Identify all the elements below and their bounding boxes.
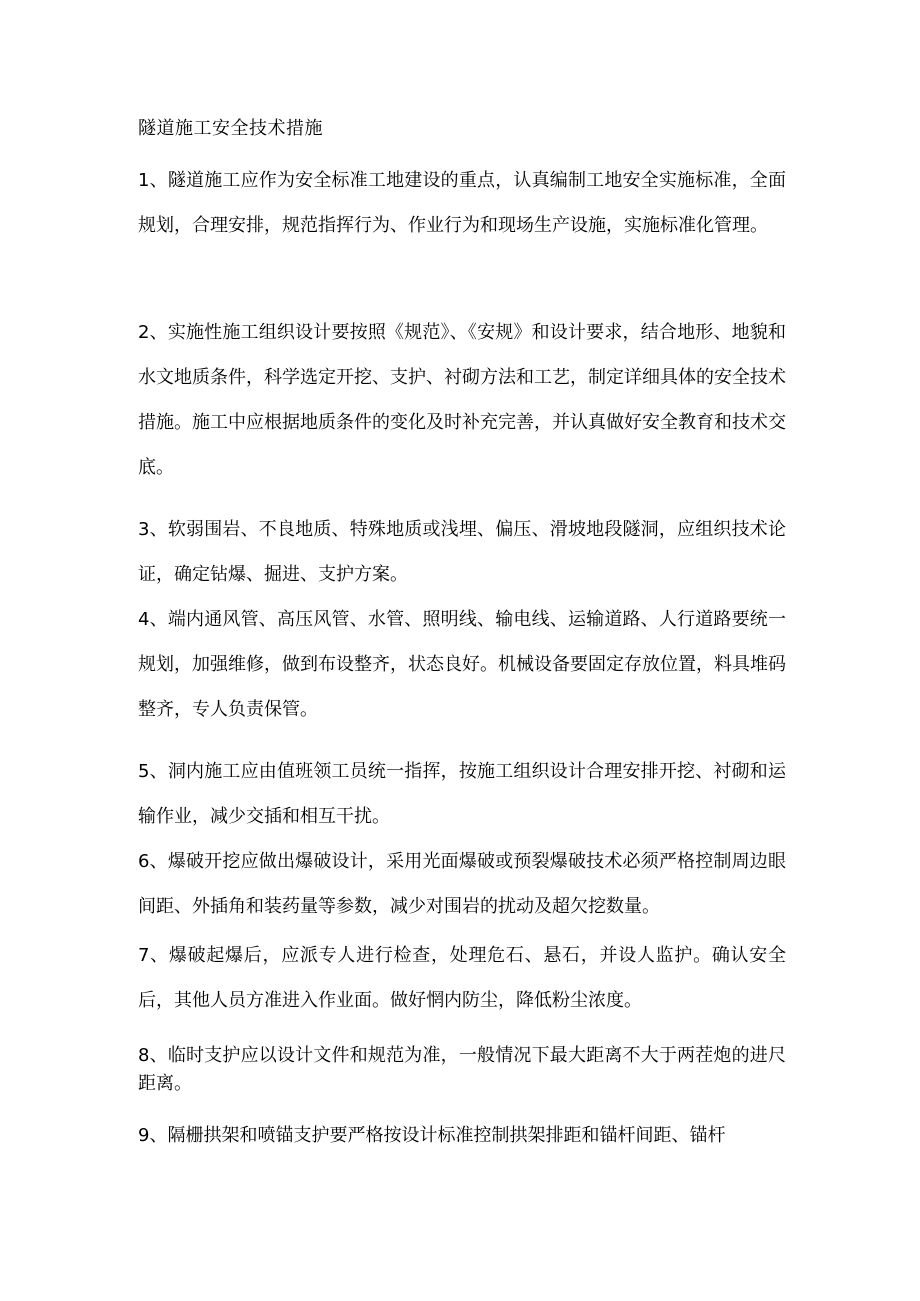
paragraph-4: 4、端内通风管、高压风管、水管、照明线、输电线、运输道路、人行道路要统一规划，加强维修，做到布设整齐，状态良好。机械设备要固定存放位置，料具堆码整齐，专人负责保管。 <box>138 609 786 720</box>
paragraph-8: 8、临时支护应以设计文件和规范为准，一般情况下最大距离不大于两茬炮的进尺距离。 <box>138 1045 786 1094</box>
paragraph-2: 2、实施性施工组织设计要按照《规范》、《安规》和设计要求，结合地形、地貌和水文地质条件，科学选定开挖、支护、衬砌方法和工艺，制定详细具体的安全技术措施。施工中应根据地质条件的变化及时补充完善，并认真做好安全教育和技术交底。 <box>138 322 786 478</box>
paragraph-7: 7、爆破起爆后，应派专人进行检查，处理危石、悬石，并设人监护。确认安全后，其他人员方准进入作业面。做好惘内防尘，降低粉尘浓度。 <box>138 945 786 1011</box>
paragraph-6: 6、爆破开挖应做出爆破设计，采用光面爆破或预裂爆破技术必须严格控制周边眼间距、外插角和装药量等参数，减少对围岩的扰动及超欠挖数量。 <box>138 851 786 917</box>
paragraph-5: 5、洞内施工应由值班领工员统一指挥，按施工组织设计合理安排开挖、衬砌和运输作业，减少交插和相互干扰。 <box>138 761 786 827</box>
paragraph-9: 9、隔栅拱架和喷锚支护要严格按设计标准控制拱架排距和锚杆间距、锚杆 <box>138 1125 726 1146</box>
paragraph-3: 3、软弱围岩、不良地质、特殊地质或浅埋、偏压、滑坡地段隧洞，应组织技术论证，确定钻爆、掘进、支护方案。 <box>138 519 786 585</box>
paragraph-1: 1、隧道施工应作为安全标准工地建设的重点，认真编制工地安全实施标准，全面规划，合理安排，规范指挥行为、作业行为和现场生产设施，实施标准化管理。 <box>138 170 786 236</box>
document-title: 隧道施工安全技术措施 <box>138 118 323 139</box>
